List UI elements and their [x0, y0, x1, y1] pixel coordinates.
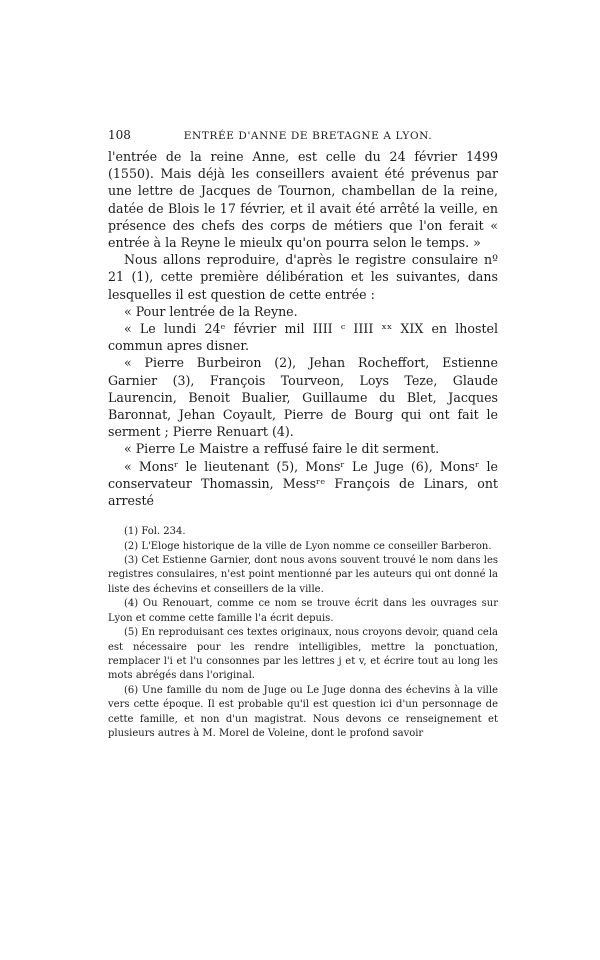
main-text [108, 148, 498, 509]
footnote-3: (3) Cet Estienne Garnier, dont nous avons souvent trouvé le nom dans les registres consulaires, n'est point mentionné par les auteurs qui ont donné la liste des échevins et conseillers de la ville. [108, 555, 498, 595]
running-title: ENTRÉE D'ANNE DE BRETAGNE A LYON. [183, 130, 433, 142]
footnote-6: (6) Une famille du nom de Juge ou Le Juge donna des échevins à la ville vers cette époque. Il est probable qu'il est question ici d'un personnage de cette famille, et non d'un magistrat. Nous devons ce renseignement et plusieurs autres à M. Morel de Voleine, dont le profond savoir [108, 684, 498, 739]
quote-date: « Le lundi 24ᵉ février mil IIII ᶜ IIII ˣˣ XIX en lhostel commun apres disner. [108, 321, 498, 354]
book-page [108, 128, 498, 741]
footnotes [108, 525, 498, 741]
footnote-4: (4) Ou Renouart, comme ce nom se trouve écrit dans les ouvrages sur Lyon et comme cette famille l'a écrit depuis. [108, 598, 498, 624]
page-number: 108 [108, 128, 131, 142]
paragraph-intro: Nous allons reproduire, d'après le registre consulaire nº 21 (1), cette première délibération et les suivantes, dans lesquelles il est question de cette entrée : [108, 252, 498, 302]
footnote-1: (1) Fol. 234. [124, 526, 186, 538]
footnote-2: (2) L'Eloge historique de la ville de Lyon nomme ce conseiller Barberon. [124, 540, 492, 552]
paragraph-continuation: l'entrée de la reine Anne, est celle du 24 février 1499 (1550). Mais déjà les conseillers avaient été prévenus par une lettre de Jacques de Tournon, chambellan de la reine, datée de Blois le 17 février, et il avait été arrêté la veille, en présence des chefs des corps de métiers que l'on ferait « entrée à la Reyne le mieulx qu'on pourra selon le temps. » [108, 149, 498, 251]
footnote-5: (5) En reproduisant ces textes originaux, nous croyons devoir, quand cela est nécessaire pour les rendre intelligibles, mettre la ponctuation, remplacer l'i et l'u consonnes par les lettres j et v, et écrire tout au long les mots abrégés dans l'original. [108, 627, 498, 682]
running-header [108, 128, 498, 142]
quote-heading: « Pour lentrée de la Reyne. [124, 303, 298, 319]
quote-officers: « Monsʳ le lieutenant (5), Monsʳ Le Juge (6), Monsʳ le conservateur Thomassin, Messʳᵉ François de Linars, ont arresté [108, 458, 498, 509]
quote-oath-list: « Pierre Burbeiron (2), Jehan Rocheffort, Estienne Garnier (3), François Tourveon, Loys Teze, Glaude Laurencin, Benoit Bualier, Guillaume du Blet, Jacques Baronnat, Jehan Coyault, Pierre de Bourg qui ont fait le serment ; Pierre Renuart (4). [108, 355, 498, 440]
quote-refusal: « Pierre Le Maistre a reffusé faire le dit serment. [124, 441, 440, 457]
